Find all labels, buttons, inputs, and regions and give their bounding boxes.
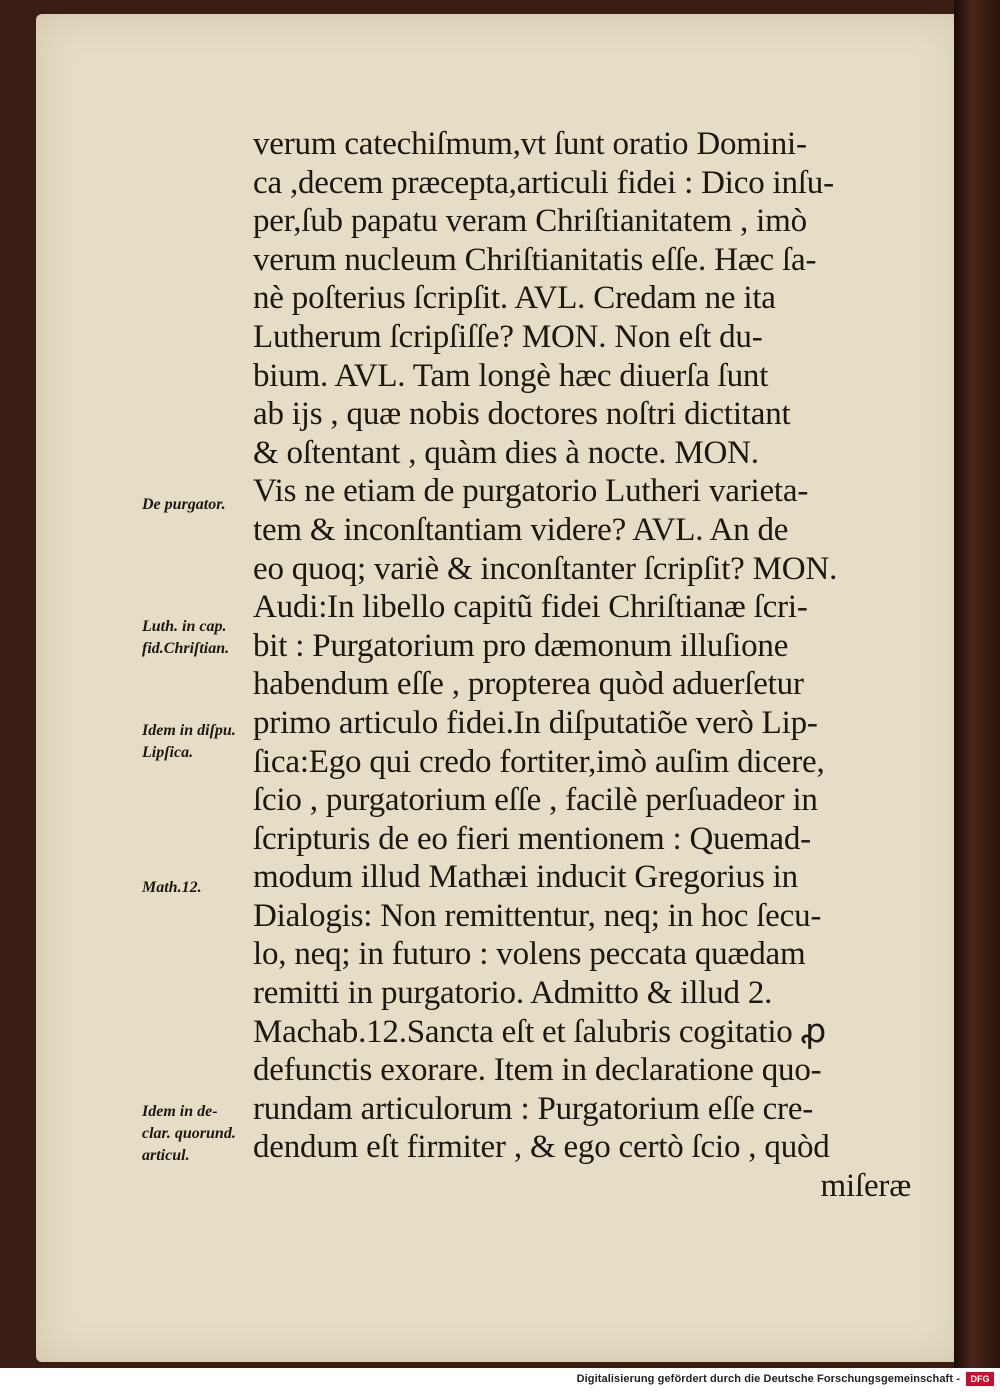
text-line-11: tem & inconſtantiam videre? AVL. An de xyxy=(253,511,789,548)
text-line-12: eo quoq; variè & inconſtanter ſcripſit? MON. xyxy=(253,550,838,587)
text-line-10: Vis ne etiam de purgatorio Lutheri varieta- xyxy=(253,473,809,510)
footer-credit: Digitalisierung gefördert durch die Deutsche Forschungsgemeinschaft - xyxy=(576,1373,960,1385)
margin-note-purgator xyxy=(142,494,282,516)
margin-note-idem-declar xyxy=(142,1101,282,1167)
margin-note-line: Luth. in cap. xyxy=(142,618,227,635)
text-line-25: defunctis exorare. Item in declaratione quo- xyxy=(253,1052,822,1089)
margin-note-line: fid.Chriſtian. xyxy=(142,640,230,657)
footer-bar xyxy=(0,1368,1000,1392)
margin-note-luther-cap xyxy=(142,616,282,660)
text-line-24: Machab.12.Sancta eſt et ſalubris cogitatio ꝓ xyxy=(253,1013,827,1050)
text-line-18: ſcio , purgatorium eſſe , facilè perſuadeor in xyxy=(253,782,818,819)
margin-note-line: Lipſica. xyxy=(142,744,194,761)
text-line-27: dendum eſt firmiter , & ego certò ſcio , quòd xyxy=(253,1129,830,1166)
dfg-logo: DFG xyxy=(966,1372,994,1386)
text-line-5: nè poſterius ſcripſit. AVL. Credam ne ita xyxy=(253,280,776,317)
text-line-13: Audi:In libello capitũ fidei Chriſtianæ ſcri- xyxy=(253,589,808,626)
text-line-22: lo, neq; in futuro : volens peccata quædam xyxy=(253,936,806,973)
margin-note-math xyxy=(142,877,282,899)
margin-note-line: Idem in de- xyxy=(142,1103,218,1120)
margin-note-line: Math.12. xyxy=(142,879,202,896)
catchword: miſeræ xyxy=(820,1168,911,1205)
text-line-2: ca ,decem præcepta,articuli fidei : Dico inſu- xyxy=(253,164,834,201)
text-line-1: verum catechiſmum,vt ſunt oratio Domini- xyxy=(253,126,807,162)
text-line-26: rundam articulorum : Purgatorium eſſe cre- xyxy=(253,1090,814,1127)
text-line-19: ſcripturis de eo fieri mentionem : Quemad- xyxy=(253,820,811,857)
text-line-20: modum illud Mathæi inducit Gregorius in xyxy=(253,859,798,896)
text-line-23: remitti in purgatorio. Admitto & illud 2. xyxy=(253,975,773,1012)
text-line-4: verum nucleum Chriſtianitatis eſſe. Hæc ſa- xyxy=(253,241,817,278)
margin-note-line: De purgator. xyxy=(142,496,226,513)
margin-note-line: clar. quorund. xyxy=(142,1125,236,1142)
text-line-7: bium. AVL. Tam longè hæc diuerſa ſunt xyxy=(253,357,769,394)
margin-note-line: articul. xyxy=(142,1147,190,1164)
text-line-6: Lutherum ſcripſiſſe? MON. Non eſt du- xyxy=(253,318,763,355)
margin-note-idem-dispu xyxy=(142,720,282,764)
margin-note-line: Idem in diſpu. xyxy=(142,722,236,739)
text-line-14: bit : Purgatorium pro dæmonum illuſione xyxy=(253,627,789,664)
text-line-17: ſica:Ego qui credo fortiter,imò auſim dicere, xyxy=(253,743,825,780)
text-line-9: & oſtentant , quàm dies à nocte. MON. xyxy=(253,434,759,471)
text-line-15: habendum eſſe , propterea quòd aduerſetur xyxy=(253,666,804,703)
text-line-21: Dialogis: Non remittentur, neq; in hoc ſecu- xyxy=(253,897,822,934)
text-line-16: primo articulo fidei.In diſputatiõe verò Lip- xyxy=(253,704,818,741)
main-text-block xyxy=(253,125,913,1206)
page-edge-shadow xyxy=(954,0,1000,1368)
text-line-3: per,ſub papatu veram Chriſtianitatem , imò xyxy=(253,203,807,240)
text-line-8: ab ijs , quæ nobis doctores noſtri dictitant xyxy=(253,396,791,433)
